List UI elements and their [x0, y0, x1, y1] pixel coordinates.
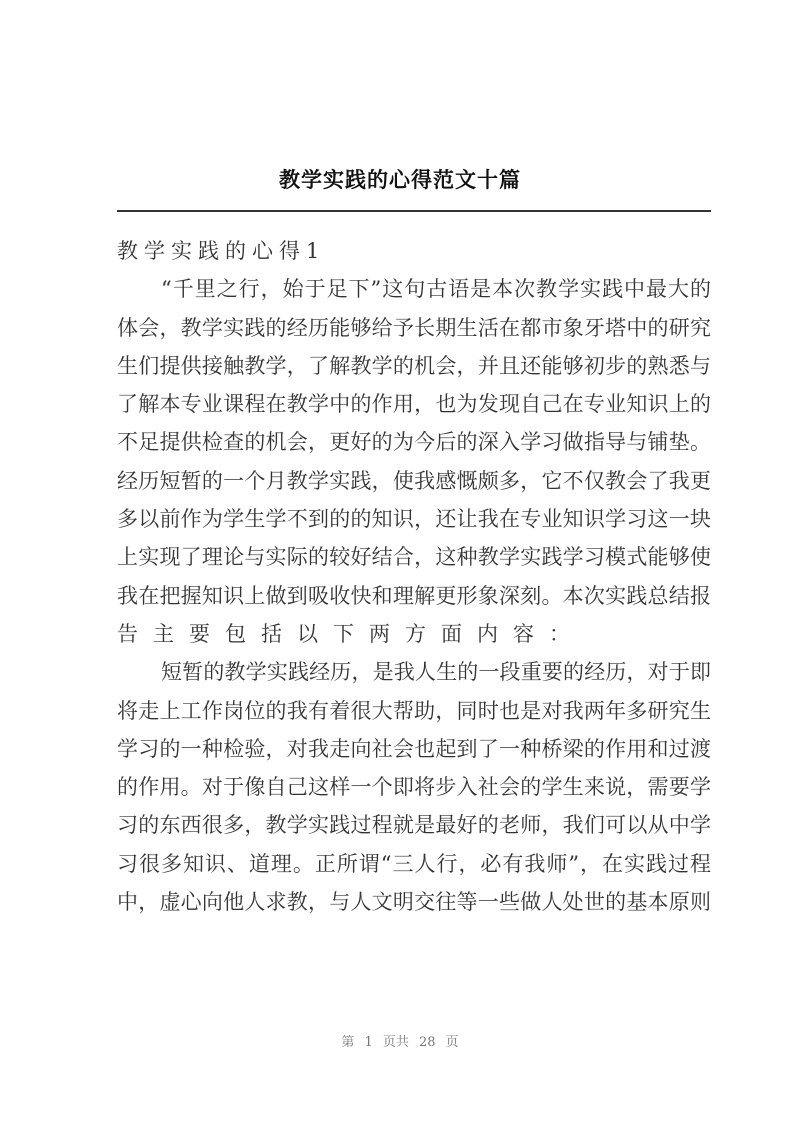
text-line: 了解本专业课程在教学中的作用，也为发现自己在专业知识上的: [117, 392, 711, 417]
text-line: 上实现了理论与实际的较好结合，这种教学实践学习模式能够使: [117, 545, 711, 570]
text-line: 习很多知识、道理。正所谓“三人行，必有我师”，在实践过程: [117, 851, 711, 876]
text-line: 学习的一种检验，对我走向社会也起到了一种桥梁的作用和过渡: [117, 736, 711, 761]
text-line: 体会，教学实践的经历能够给予长期生活在都市象牙塔中的研究: [117, 315, 711, 340]
text-line: 不足提供检查的机会，更好的为今后的深入学习做指导与铺垫。: [117, 430, 711, 455]
text-line: 告主要包括以下两方面内容：: [117, 621, 585, 646]
document-body: [117, 232, 711, 921]
text-line: “千里之行，始于足下”这句古语是本次教学实践中最大的: [161, 277, 711, 302]
text-line: 多以前作为学生学不到的的知识，还让我在专业知识学习这一块: [117, 507, 711, 532]
page-footer: 第 1 页共 28 页: [341, 1035, 459, 1050]
section-heading: 教学实践的心得1: [117, 239, 326, 263]
text-line: 生们提供接触教学，了解教学的机会，并且还能够初步的熟悉与: [117, 353, 711, 378]
text-line: 中，虚心向他人求教，与人文明交往等一些做人处世的基本原则: [117, 890, 711, 915]
text-line: 将走上工作岗位的我有着很大帮助，同时也是对我两年多研究生: [117, 698, 711, 723]
text-line: 短暂的教学实践经历，是我人生的一段重要的经历，对于即: [161, 660, 711, 685]
title-divider: [117, 210, 711, 212]
text-line: 经历短暂的一个月教学实践，使我感慨颇多，它不仅教会了我更: [117, 468, 711, 493]
text-line: 我在把握知识上做到吸收快和理解更形象深刻。本次实践总结报: [117, 583, 711, 608]
document-title: 教学实践的心得范文十篇: [279, 167, 521, 192]
text-line: 的作用。对于像自己这样一个即将步入社会的学生来说，需要学: [117, 775, 711, 800]
text-line: 习的东西很多，教学实践过程就是最好的老师，我们可以从中学: [117, 813, 711, 838]
